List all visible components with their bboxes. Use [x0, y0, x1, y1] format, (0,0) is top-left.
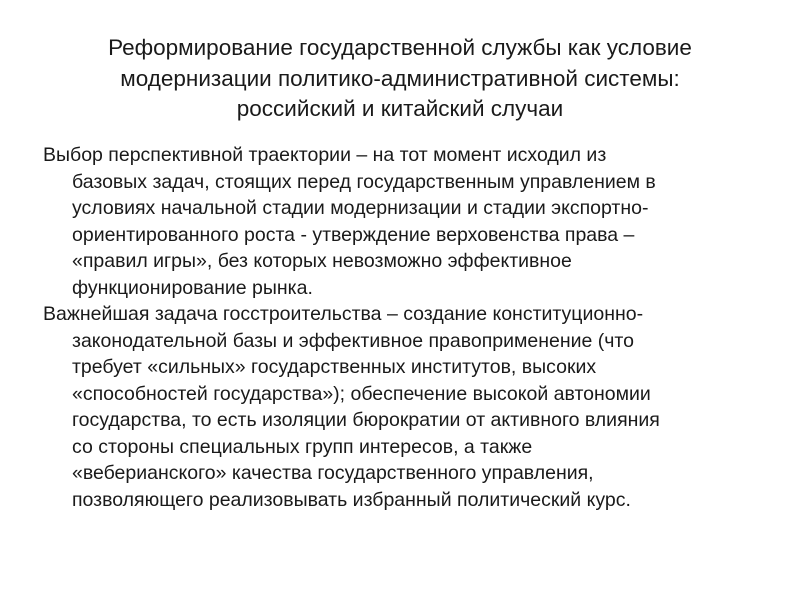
slide-title [60, 33, 740, 125]
slide-title-line: Реформирование государственной службы как условие [108, 35, 692, 60]
paragraph-line: Важнейшая задача госстроительства – создание конституционно- [43, 303, 644, 325]
paragraph-trajectory [43, 142, 763, 301]
paragraph-line: условиях начальной стадии модернизации и стадии экспортно- [72, 197, 649, 219]
paragraph-line: Выбор перспективной траектории – на тот момент исходил из [43, 144, 607, 166]
paragraph-line: ориентированного роста - утверждение верховенства права – [72, 223, 635, 246]
paragraph-line: со стороны специальных групп интересов, а также [72, 435, 533, 458]
paragraph-line: «способностей государства»); обеспечение высокой автономии [72, 382, 651, 405]
slide-title-line: российский и китайский случаи [236, 96, 564, 121]
paragraph-line: функционирование рынка. [72, 276, 313, 299]
paragraph-line: государства, то есть изоляции бюрократии от активного влияния [72, 409, 660, 431]
slide-body [43, 142, 763, 513]
paragraph-line: позволяющего реализовывать избранный политический курс. [72, 488, 631, 511]
paragraph-line: базовых задач, стоящих перед государственным управлением в [72, 170, 656, 193]
slide-title-line: модернизации политико-административной системы: [120, 65, 680, 91]
paragraph-line: требует «сильных» государственных институтов, высоких [72, 356, 597, 378]
paragraph-line: «веберианского» качества государственного управления, [72, 462, 594, 484]
paragraph-line: законодательной базы и эффективное правоприменение (что [72, 329, 634, 352]
paragraph-line: «правил игры», без которых невозможно эффективное [72, 250, 572, 272]
paragraph-state-building [43, 301, 763, 513]
